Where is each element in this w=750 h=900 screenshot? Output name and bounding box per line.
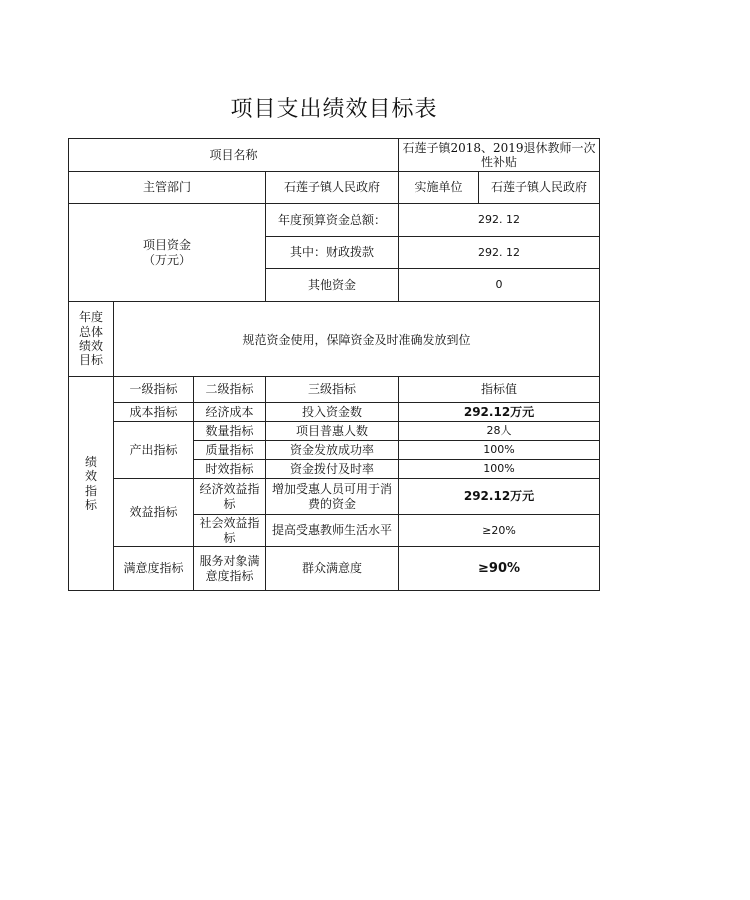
satisfaction-value: ≥90% [399, 547, 600, 591]
output-quantity-value: 28人 [399, 422, 600, 441]
indicator-header-row [69, 377, 600, 403]
funds-other-value: 0 [399, 269, 600, 302]
indicators-label-3: 指 [84, 483, 97, 498]
output-quality-value: 100% [399, 441, 600, 460]
funds-row-total [69, 204, 600, 237]
header-value: 指标值 [399, 377, 600, 403]
cost-level1: 成本指标 [114, 403, 194, 422]
benefit-economic-value: 292.12万元 [399, 479, 600, 515]
project-name-label: 项目名称 [69, 139, 399, 172]
annual-goal-label-4: 目标 [78, 353, 103, 368]
output-quantity-level3: 项目普惠人数 [266, 422, 399, 441]
output-level1: 产出指标 [114, 422, 194, 479]
annual-goal-label [69, 302, 114, 377]
indicators-label-4: 标 [84, 497, 97, 512]
cost-row [69, 403, 600, 422]
header-level3: 三级指标 [266, 377, 399, 403]
satisfaction-row [69, 547, 600, 591]
satisfaction-level2: 服务对象满意度指标 [194, 547, 266, 591]
cost-level3: 投入资金数 [266, 403, 399, 422]
output-quantity-level2: 数量指标 [194, 422, 266, 441]
implementing-unit-value: 石莲子镇人民政府 [479, 172, 600, 204]
implementing-unit-label: 实施单位 [399, 172, 479, 204]
project-name-value: 石莲子镇2018、2019退休教师一次性补贴 [399, 139, 600, 172]
indicators-label-1: 绩 [84, 454, 97, 469]
annual-goal-label-2: 总体 [78, 324, 103, 339]
funds-fiscal-value: 292. 12 [399, 237, 600, 269]
annual-goal-label-1: 年度 [78, 310, 103, 325]
benefit-economic-level2: 经济效益指标 [194, 479, 266, 515]
page-title: 项目支出绩效目标表 [230, 97, 438, 122]
funds-label-line1: 项目资金 [142, 238, 191, 253]
department-label: 主管部门 [69, 172, 266, 204]
department-value: 石莲子镇人民政府 [266, 172, 399, 204]
performance-target-table [68, 138, 600, 591]
benefit-row-economic [69, 479, 600, 515]
annual-goal-label-3: 绩效 [78, 339, 103, 353]
output-quality-level3: 资金发放成功率 [266, 441, 399, 460]
annual-goal-row [69, 302, 600, 377]
output-quality-level2: 质量指标 [194, 441, 266, 460]
satisfaction-level1: 满意度指标 [114, 547, 194, 591]
project-name-row [69, 139, 600, 172]
cost-level2: 经济成本 [194, 403, 266, 422]
satisfaction-level3: 群众满意度 [266, 547, 399, 591]
funds-label [69, 204, 266, 302]
indicators-label [69, 377, 114, 591]
output-row-quantity [69, 422, 600, 441]
header-level1: 一级指标 [114, 377, 194, 403]
output-timeliness-level2: 时效指标 [194, 460, 266, 479]
output-timeliness-level3: 资金拨付及时率 [266, 460, 399, 479]
benefit-level1: 效益指标 [114, 479, 194, 547]
funds-other-label: 其他资金 [266, 269, 399, 302]
benefit-economic-level3: 增加受惠人员可用于消费的资金 [266, 479, 399, 515]
funds-total-value: 292. 12 [399, 204, 600, 237]
output-timeliness-value: 100% [399, 460, 600, 479]
funds-fiscal-label: 其中：财政拨款 [266, 237, 399, 269]
cost-value: 292.12万元 [399, 403, 600, 422]
benefit-social-level2: 社会效益指标 [194, 515, 266, 547]
header-level2: 二级指标 [194, 377, 266, 403]
funds-total-label: 年度预算资金总额： [266, 204, 399, 237]
indicators-label-2: 效 [84, 469, 97, 484]
funds-label-line2: （万元） [142, 252, 191, 267]
department-row [69, 172, 600, 204]
benefit-social-value: ≥20% [399, 515, 600, 547]
annual-goal-text: 规范资金使用，保障资金及时准确发放到位 [114, 302, 600, 377]
benefit-social-level3: 提高受惠教师生活水平 [266, 515, 399, 547]
